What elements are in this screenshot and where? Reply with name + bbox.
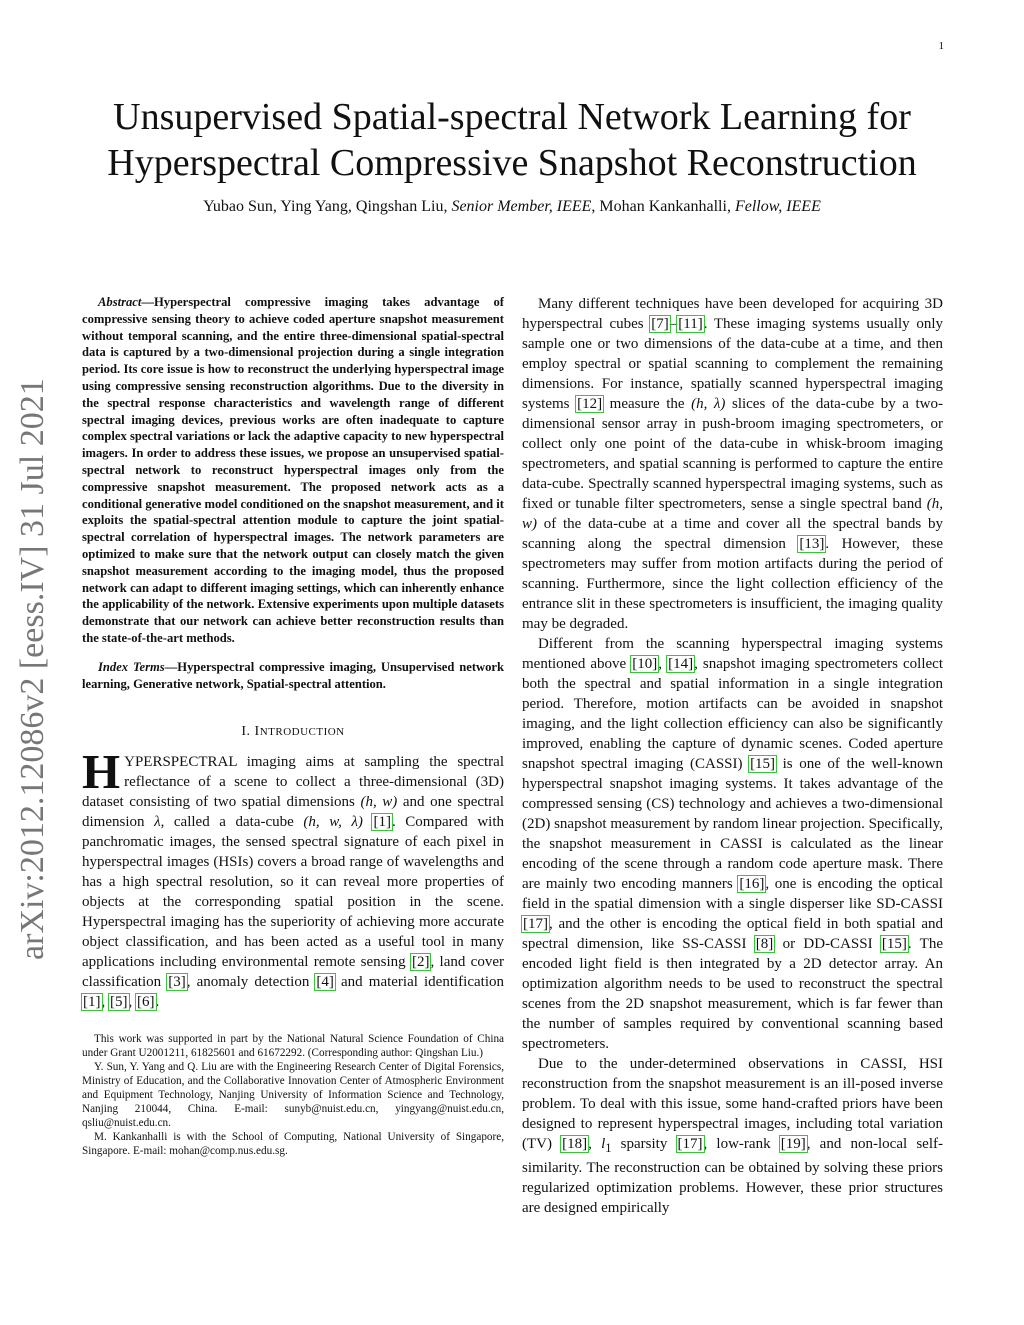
math-subscript: 1 [605,1141,612,1155]
intro-text: and one spectral dimension [82,794,504,831]
body-text: Many different techniques have been developed for acquiring 3D hyperspectral cubes [522,296,943,332]
intro-text: , called a data-cube [160,814,304,831]
index-terms-text: —Hyperspectral compressive imaging, Unsupervised network learning, Generative network, Spatial-spectral attention. [82,659,504,691]
body-text: , [588,1136,602,1152]
drop-cap: H [82,744,121,800]
authors-names-1: Yubao Sun, Ying Yang, Qingshan Liu, [203,198,452,215]
citation-link[interactable]: [2] [411,954,430,971]
citation-link[interactable]: [1] [373,814,391,831]
abstract [82,294,504,647]
citation-link[interactable]: [11] [678,316,703,332]
citation-link[interactable]: [15] [750,756,776,772]
author-list [60,198,964,216]
intro-text: YPERSPECTRAL imaging aims at sampling the spectral reflectance of a scene to collect a three-dimensional (3D) dataset consisting of two spatial dimensions [82,754,504,811]
math-inline: (h, w) [360,794,398,811]
citation-link[interactable]: [18] [562,1136,588,1152]
intro-paragraph [82,744,505,1012]
paper-title [60,94,964,186]
body-text: Due to the under-determined observations in CASSI, HSI reconstruction from the snapshot measurement is an ill-posed inverse problem. To deal with this issue, some hand-crafted priors have been designed to represent hyperspectral images, including total variation (TV) [522,1056,943,1152]
section-heading-introduction [82,724,504,740]
footnote-funding: This work was supported in part by the National Natural Science Foundation of China under Grant U2001211, 61825601 and 61672292. (Corresponding author: Qingshan Liu.) [82,1033,504,1060]
citation-link[interactable]: [8] [755,936,774,952]
section-title-rest: NTRODUCTION [259,726,345,739]
body-text: . These imaging systems usually only sample one or two dimensions of the data-cube at a time, and then employ spectral or spatial scanning to complement the remaining dimensions. For instance, spatially scanned hyperspectral imaging systems [522,316,943,412]
body-paragraph [522,294,943,634]
body-paragraph [522,634,943,1054]
body-text: , and non-local self-similarity. The reconstruction can be obtained by solving these priors regularized optimization problems. However, these prior structures are designed empirically [522,1136,943,1216]
citation-link[interactable]: [17] [523,916,548,932]
citation-link[interactable]: [3] [168,974,186,991]
intro-text: , [128,994,136,1011]
citation-link[interactable]: [7] [651,316,669,332]
body-text: – [669,316,678,332]
page-number: 1 [938,40,944,52]
math-inline: (h, w) [522,496,943,532]
math-inline: λ [154,814,161,831]
arxiv-stamp[interactable]: arXiv:2012.12086v2 [eess.IV] 31 Jul 2021 [14,378,51,960]
footnotes [82,1032,504,1158]
citation-link[interactable]: [5] [110,994,128,1011]
intro-text: , anomaly detection [186,974,316,991]
body-text: slices of the data-cube by a two-dimensional sensor array in push-broom imaging spectrometers, or collect only one point of the data-cube in whisk-broom imaging spectrometers, and spatial scanning is performed to capture the entire data-cube. Spectrally scanned hyperspectral imaging systems, such as fixed or tunable filter spectrometers, sense a single spectral band [522,396,943,512]
title-line-1: Unsupervised Spatial-spectral Network Learning for [113,96,911,138]
section-title-first: I [254,724,260,740]
body-paragraph [522,1054,943,1218]
intro-text: and material identification [334,974,504,991]
citation-link[interactable]: [17] [677,1136,703,1152]
authors-names-2: , Mohan Kankanhalli, [591,198,735,215]
intro-text: , [101,994,109,1011]
body-text: of the data-cube at a time and cover all the spectral bands by scanning along the spectral dimension [522,516,943,552]
citation-link[interactable]: [19] [780,1136,806,1152]
citation-link[interactable]: [1] [83,994,101,1011]
math-inline: (h, w, λ) [303,814,363,831]
left-column [82,294,504,1158]
math-inline: (h, λ) [691,396,726,412]
right-column [522,294,943,1218]
citation-link[interactable]: [4] [316,974,334,991]
body-text: . The encoded light field is then integrated by a 2D detector array. An optimization algorithm needs to be used to reconstruct the spectral scenes from the 2D snapshot measurement, which is far fewer than the number of samples required by conventional scanning based spectrometers. [522,936,943,1052]
body-text: , [658,656,668,672]
citation-link[interactable]: [12] [577,396,603,412]
body-text: sparsity [611,1136,677,1152]
body-text: , low-rank [703,1136,780,1152]
citation-link[interactable]: [15] [881,936,907,952]
body-text: measure the [603,396,692,412]
citation-link[interactable]: [6] [137,994,155,1011]
body-text: , and the other is encoding the optical field in both spatial and spectral dimension, like SS-CASSI [522,916,943,952]
index-terms [82,659,504,693]
intro-text: . [155,994,160,1011]
body-text: , snapshot imaging spectrometers collect both the spectral and spatial information in a single integration period. Therefore, motion artifacts can be avoided in snapshot imaging, and the light collection efficiency can also be significantly improved, enabling the capture of dynamic scenes. Coded aperture snapshot spectral imaging (CASSI) [522,656,944,772]
body-text: or DD-CASSI [774,936,881,952]
index-terms-label: Index Terms [98,659,165,674]
footnote-affiliation-2: M. Kankanhalli is with the School of Computing, National University of Singapore, Singapore. E-mail: mohan@comp.nus.edu.sg. [82,1131,504,1158]
body-text: . However, these spectrometers may suffer from motion artifacts during the period of scanning. Furthermore, since the light collection efficiency of the entrance slit in these spectrometers is insufficient, the imaging quality may be degraded. [522,536,943,632]
intro-text: , land cover classification [82,954,504,991]
citation-link[interactable]: [14] [668,656,694,672]
abstract-text: —Hyperspectral compressive imaging takes advantage of compressive sensing theory to achieve coded aperture snapshot measurement without temporal scanning, and the entire three-dimensional spatial-spectral data is captured by a two-dimensional projection during a single integration period. Its core issue is how to reconstruct the underlying hyperspectral image using compressive sensing reconstruction algorithms. Due to the diversity in the spectral response characteristics and wavelength range of different spectral imaging devices, previous works are often inadequate to capture complex spectral variations or lack the adaptive capacity to new hyperspectral imagers. In order to address these issues, we propose an unsupervised spatial-spectral network to reconstruct hyperspectral images only from the compressive snapshot measurement. The proposed network acts as a conditional generative model conditioned on the snapshot measurement, and it exploits the spatial-spectral attention module to capture the joint spatial-spectral correlation of hyperspectral images. The network parameters are optimized to make sure that the network output can closely match the given snapshot measurement according to the imaging model, thus the proposed network can adapt to different imaging settings, which can inherently enhance the applicability of the network. Extensive experiments upon multiple datasets demonstrate that our network can achieve better reconstruction results than the state-of-the-art methods. [82,295,504,645]
body-text: is one of the well-known hyperspectral snapshot imaging systems. It takes advantage of the compressed sensing (CS) technology and achieves a two-dimensional (2D) snapshot measurement by random linear projection. Specifically, the snapshot measurement in CASSI is calculated as the linear encoding of the scene through a random code aperture mask. There are mainly two encoding manners [522,756,944,892]
footnote-affiliation-1: Y. Sun, Y. Yang and Q. Liu are with the Engineering Research Center of Digital Forensics, Ministry of Education, and the Collaborative Innovation Center of Atmospheric Environment and Equipment Technology, Nanjing University of Information Science and Technology, Nanjing 210044, China. E-mail: sunyb@nuist.edu.cn, yingyang@nuist.edu.cn, qsliu@nuist.edu.cn. [82,1061,504,1130]
intro-text: . Compared with panchromatic images, the sensed spectral signature of each pixel in hyperspectral images (HSIs) covers a broad range of wavelengths and has a high spectral resolution, so it can reveal more properties of objects at the corresponding spatial position in the scene. Hyperspectral imaging has the superiority of achieving more accurate object classification, and has been acted as a useful tool in many applications including environmental remote sensing [82,814,505,971]
body-text: , one is encoding the optical field in the spatial dimension with a single disperser like SD-CASSI [522,876,943,912]
authors-role-1: Senior Member, IEEE [451,198,592,215]
section-numeral: I. [241,724,255,740]
math-inline: l [601,1136,606,1152]
citation-link[interactable]: [10] [632,656,658,672]
body-text: Different from the scanning hyperspectral imaging systems mentioned above [522,636,943,672]
abstract-label: Abstract [98,295,142,309]
citation-link[interactable]: [13] [799,536,825,552]
authors-role-2: Fellow, IEEE [734,198,821,215]
citation-link[interactable]: [16] [739,876,765,892]
title-line-2: Hyperspectral Compressive Snapshot Reconstruction [107,142,917,184]
